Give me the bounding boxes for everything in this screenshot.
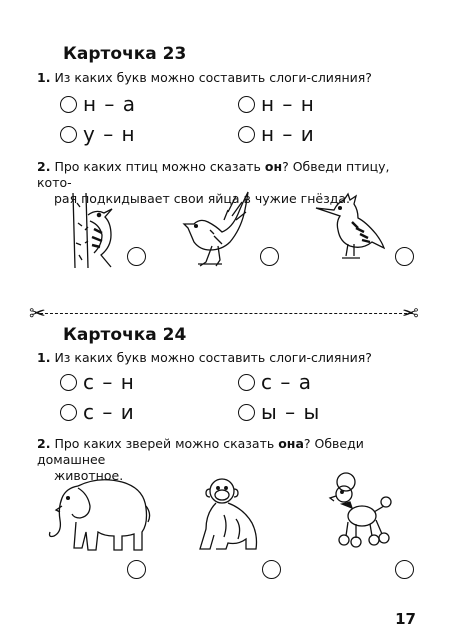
poodle-icon xyxy=(330,472,400,552)
option-label: с – н xyxy=(83,370,135,394)
card-23-picture-1-circle[interactable] xyxy=(127,247,146,266)
card-24-option-2[interactable] xyxy=(238,370,312,394)
question-text-end: ? Обведи птицу, кото- xyxy=(37,159,390,190)
woodpecker-icon xyxy=(68,193,128,268)
question-text-line2: рая подкидывает свои яйца в чужие гнёзда. xyxy=(54,191,351,206)
question-keyword: она xyxy=(278,436,304,451)
option-label: н – и xyxy=(261,122,315,146)
card-23-picture-2-circle[interactable] xyxy=(260,247,279,266)
card-24-option-4[interactable] xyxy=(238,400,320,424)
option-label: с – и xyxy=(83,400,135,424)
card-24-picture-1-circle[interactable] xyxy=(127,560,146,579)
question-text: Из каких букв можно составить слоги-слияния? xyxy=(54,350,372,365)
option-label: у – н xyxy=(83,122,136,146)
page-number: 17 xyxy=(395,610,416,628)
question-number: 2. xyxy=(37,436,51,451)
card-23-option-1[interactable] xyxy=(60,92,136,116)
scissors-icon: ✂ xyxy=(29,301,46,325)
answer-circle[interactable] xyxy=(60,126,77,143)
hoopoe-icon xyxy=(316,194,386,262)
answer-circle[interactable] xyxy=(60,96,77,113)
answer-circle[interactable] xyxy=(238,404,255,421)
card-23-question-1 xyxy=(37,70,372,86)
answer-circle[interactable] xyxy=(60,374,77,391)
answer-circle[interactable] xyxy=(238,374,255,391)
question-keyword: он xyxy=(264,159,283,174)
question-text: Из каких букв можно составить слоги-слияния? xyxy=(54,70,372,85)
question-text-start: Про каких птиц можно сказать xyxy=(54,159,265,174)
question-text-end: ? Обведи домашнее xyxy=(37,436,364,467)
card-24-title: Карточка 24 xyxy=(63,325,187,345)
card-23-option-2[interactable] xyxy=(238,92,315,116)
question-number: 1. xyxy=(37,70,51,85)
card-24-option-3[interactable] xyxy=(60,400,135,424)
question-number: 1. xyxy=(37,350,51,365)
card-23-title: Карточка 23 xyxy=(63,44,187,64)
elephant-icon xyxy=(48,476,153,554)
monkey-icon xyxy=(200,475,265,553)
option-label: н – н xyxy=(261,92,315,116)
card-24-picture-2-circle[interactable] xyxy=(262,560,281,579)
card-24-option-1[interactable] xyxy=(60,370,135,394)
cut-line xyxy=(40,313,412,314)
answer-circle[interactable] xyxy=(238,126,255,143)
card-24-picture-3-circle[interactable] xyxy=(395,560,414,579)
question-text-line2: животное. xyxy=(54,468,124,483)
scissors-icon: ✂ xyxy=(402,301,419,325)
option-label: н – а xyxy=(83,92,137,116)
card-23-picture-3-circle[interactable] xyxy=(395,247,414,266)
answer-circle[interactable] xyxy=(238,96,255,113)
question-text-start: Про каких зверей можно сказать xyxy=(54,436,279,451)
option-label: ы – ы xyxy=(261,400,321,424)
question-number: 2. xyxy=(37,159,51,174)
card-23-option-3[interactable] xyxy=(60,122,136,146)
card-23-option-4[interactable] xyxy=(238,122,315,146)
card-24-question-1 xyxy=(37,350,372,366)
answer-circle[interactable] xyxy=(60,404,77,421)
cuckoo-icon xyxy=(184,190,259,268)
option-label: с – а xyxy=(261,370,312,394)
